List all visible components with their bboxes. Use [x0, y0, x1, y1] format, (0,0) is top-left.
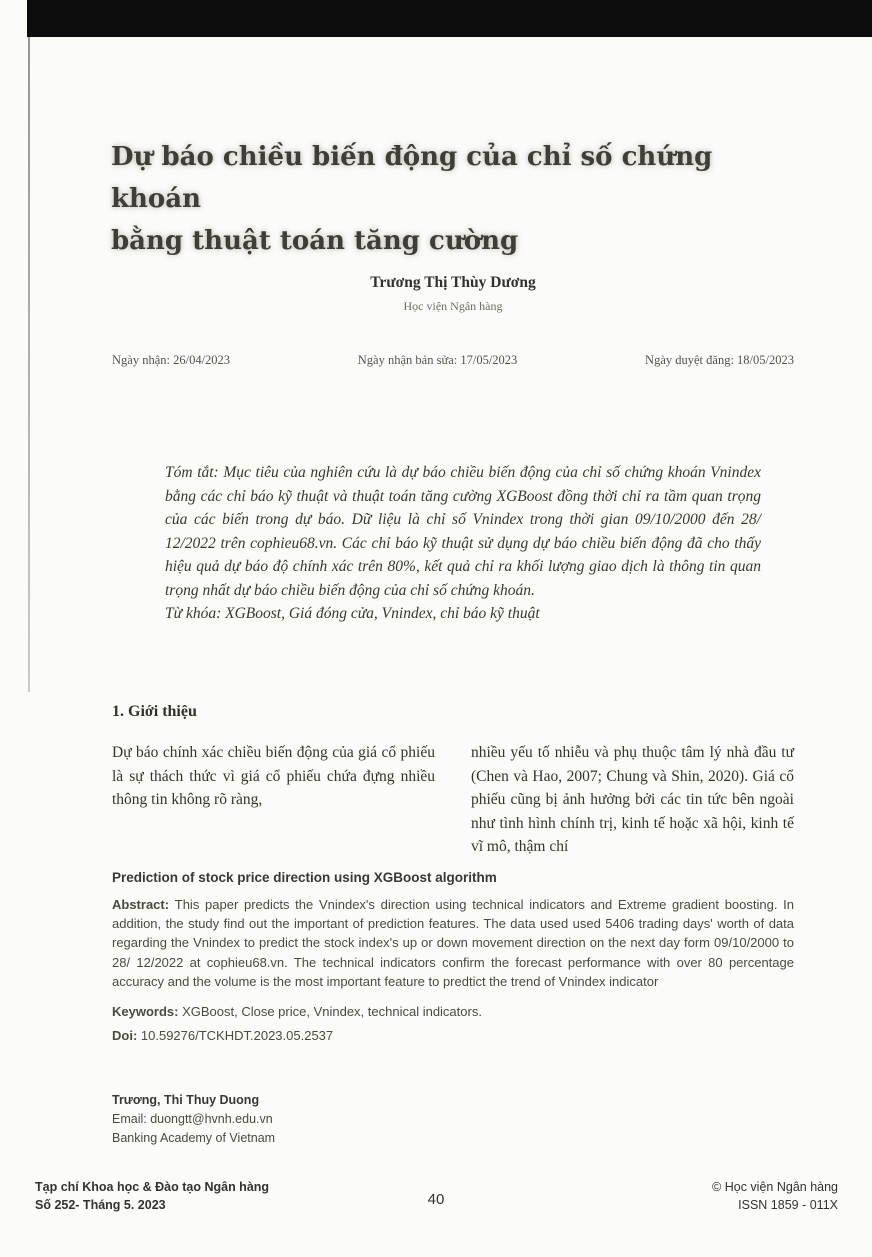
abstract-vietnamese-text: [165, 461, 761, 602]
keywords-vietnamese: [165, 602, 761, 626]
doi-line: [112, 1026, 794, 1045]
footer-journal-name: Tạp chí Khoa học & Đào tạo Ngân hàng: [35, 1180, 270, 1194]
page-number: 40: [427, 1191, 445, 1208]
body-column-left: Dự báo chính xác chiều biến động của giá cổ phiếu là sự thách thức vì giá cổ phiếu chứa đựng nhiều thông tin không rõ ràng,: [112, 744, 435, 808]
footer-publisher-info: [712, 1178, 838, 1214]
english-keywords-list: XGBoost, Close price, Vnindex, technical indicators.: [182, 1004, 482, 1020]
contact-name: Trương, Thi Thuy Duong: [112, 1093, 260, 1107]
footer-issn: ISSN 1859 - 011X: [738, 1198, 838, 1212]
english-title: Prediction of stock price direction using XGBoost algorithm: [112, 870, 497, 885]
date-revised: Ngày nhận bản sửa: 17/05/2023: [357, 353, 518, 367]
contact-email: Email: duongtt@hvnh.edu.vn: [112, 1112, 273, 1126]
footer-copyright: © Học viện Ngân hàng: [712, 1180, 838, 1194]
scan-artifact-top-bar: [27, 0, 872, 37]
abstract-vietnamese: [165, 461, 761, 626]
author-name: Trương Thị Thùy Dương: [370, 274, 536, 291]
english-abstract-body: This paper predicts the Vnindex's direction using technical indicators and Extreme gradient boosting. In addition, the study find out the important of prediction features. The data used used 5406 trading days' worth of data regarding the Vnindex to predict the stock index's up or down movement direction on the next day form 09/10/2000 to 28/ 12/2022 at cophieu68.vn. The technical indicators confirm the forecast performance with over 80 percentage accuracy and the volume is the most important feature to predtict the trend of Vnindex indicator: [112, 897, 794, 989]
keywords-label: Từ khóa:: [165, 605, 226, 622]
contact-organization: Banking Academy of Vietnam: [112, 1131, 276, 1145]
article-title-line1: Dự báo chiều biến động của chỉ số chứng khoán: [111, 142, 713, 214]
footer-issue: Số 252- Tháng 5. 2023: [35, 1198, 166, 1212]
body-column-right: nhiều yếu tố nhiễu và phụ thuộc tâm lý nhà đầu tư (Chen và Hao, 2007; Chung và Shin, 2020). Giá cổ phiếu cũng bị ảnh hưởng bởi các tin tức bên ngoài như tình hình chính trị, kinh tế hoặc xã hội, kinh tế vĩ mô, thậm chí: [471, 744, 794, 855]
keywords-list: XGBoost, Giá đóng cửa, Vnindex, chỉ báo kỹ thuật: [225, 605, 540, 622]
english-abstract-section: [112, 870, 794, 1045]
section-1-heading: 1. Giới thiệu: [112, 703, 197, 720]
abstract-body: Mục tiêu của nghiên cứu là dự báo chiều biến động của chỉ số chứng khoán Vnindex bằng các chỉ báo kỹ thuật và thuật toán tăng cường XGBoost đồng thời chỉ ra tầm quan trọng của các biến trong dự báo. Dữ liệu là chỉ số Vnindex trong thời gian 09/10/2000 đến 28/ 12/2022 trên cophieu68.vn. Các chỉ báo kỹ thuật sử dụng dự báo chiều biến động đã cho thấy hiệu quả dự báo độ chính xác trên 80%, kết quả chỉ ra khối lượng giao dịch là thông tin quan trọng nhất dự báo chiều biến động của chỉ số chứng khoán.: [165, 464, 761, 599]
article-title: [111, 136, 781, 262]
author-contact-block: [112, 1091, 275, 1148]
dates-row: [112, 353, 794, 368]
body-two-columns: [112, 741, 794, 859]
author-affiliation: Học viện Ngân hàng: [403, 299, 503, 313]
english-abstract-label: Abstract:: [112, 897, 175, 912]
article-title-line2: bằng thuật toán tăng cường: [111, 226, 519, 256]
scan-artifact-left-edge: [28, 37, 30, 692]
date-received: Ngày nhận: 26/04/2023: [112, 353, 231, 367]
date-accepted: Ngày duyệt đăng: 18/05/2023: [645, 353, 794, 367]
author-block: [112, 274, 794, 314]
english-abstract-text: [112, 895, 794, 991]
abstract-label: Tóm tắt:: [165, 464, 224, 481]
doi-label: Doi:: [112, 1028, 141, 1044]
english-keywords-label: Keywords:: [112, 1004, 183, 1020]
doi-value: 10.59276/TCKHDT.2023.05.2537: [140, 1028, 334, 1044]
english-keywords: [112, 1002, 794, 1021]
